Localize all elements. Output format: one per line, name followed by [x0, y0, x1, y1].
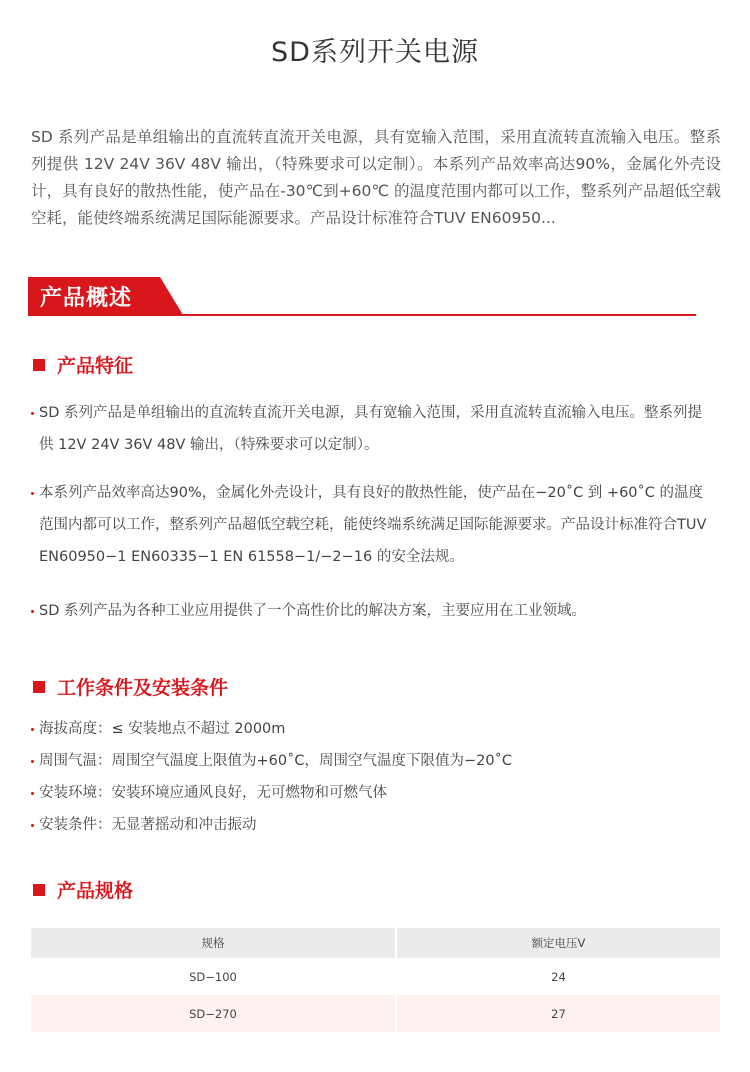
list-item: 本系列产品效率高达90%，金属化外壳设计，具有良好的散热性能，使产品在−20˚C 到 +60˚C 的温度范围内都可以工作，整系列产品超低空载空耗，能使终端系统满足国际能源要求。产品设计标准符合TUV EN60950−1 EN60335−1 EN 61558−1/−2−16 的安全法规。 [31, 477, 711, 573]
conditions-list [31, 719, 711, 847]
conditions-heading [33, 673, 228, 700]
cell-voltage: 27 [396, 995, 720, 1032]
specs-heading [33, 876, 133, 903]
list-item: 安装条件：无显著摇动和冲击振动 [31, 815, 711, 836]
column-header-voltage: 额定电压V [396, 928, 720, 958]
banner-label: 产品概述 [40, 286, 133, 311]
list-item: SD 系列产品为各种工业应用提供了一个高性价比的解决方案，主要应用在工业领域。 [31, 595, 711, 627]
page-title: SD系列开关电源 [271, 37, 479, 68]
list-item: 周围气温：周围空气温度上限值为+60˚C，周围空气温度下限值为−20˚C [31, 751, 711, 772]
spec-table [31, 928, 720, 1032]
heading-square-icon [33, 681, 45, 693]
features-heading-text: 产品特征 [57, 355, 134, 377]
table-header-row [31, 928, 720, 958]
table-row [31, 958, 720, 995]
cell-model: SD−270 [31, 995, 396, 1032]
heading-square-icon [33, 884, 45, 896]
features-heading [33, 351, 133, 378]
banner-underline [28, 314, 696, 316]
section-banner-overview [28, 277, 696, 317]
cell-voltage: 24 [551, 969, 566, 984]
heading-square-icon [33, 359, 45, 371]
specs-heading-text: 产品规格 [57, 880, 134, 902]
table-row [31, 995, 720, 1032]
conditions-heading-text: 工作条件及安装条件 [57, 677, 229, 699]
features-list [31, 397, 711, 627]
intro-paragraph: SD 系列产品是单组输出的直流转直流开关电源，具有宽输入范围，采用直流转直流输入电压。整系列提供 12V 24V 36V 48V 输出，（特殊要求可以定制）。本系列产品效率高达90%，金属化外壳设计，具有良好的散热性能，使产品在-30℃到+60℃ 的温度范围内都可以工作，整系列产品超低空载空耗，能使终端系统满足国际能源要求。产品设计标准符合TUV EN60950... [31, 128, 721, 227]
list-item: SD 系列产品是单组输出的直流转直流开关电源，具有宽输入范围，采用直流转直流输入电压。整系列提供 12V 24V 36V 48V 输出，（特殊要求可以定制）。 [31, 397, 711, 461]
cell-model: SD−100 [31, 958, 396, 995]
column-header-model: 规格 [31, 928, 396, 958]
list-item: 海拔高度：≤ 安装地点不超过 2000m [31, 719, 711, 740]
list-item: 安装环境：安装环境应通风良好，无可燃物和可燃气体 [31, 783, 711, 804]
